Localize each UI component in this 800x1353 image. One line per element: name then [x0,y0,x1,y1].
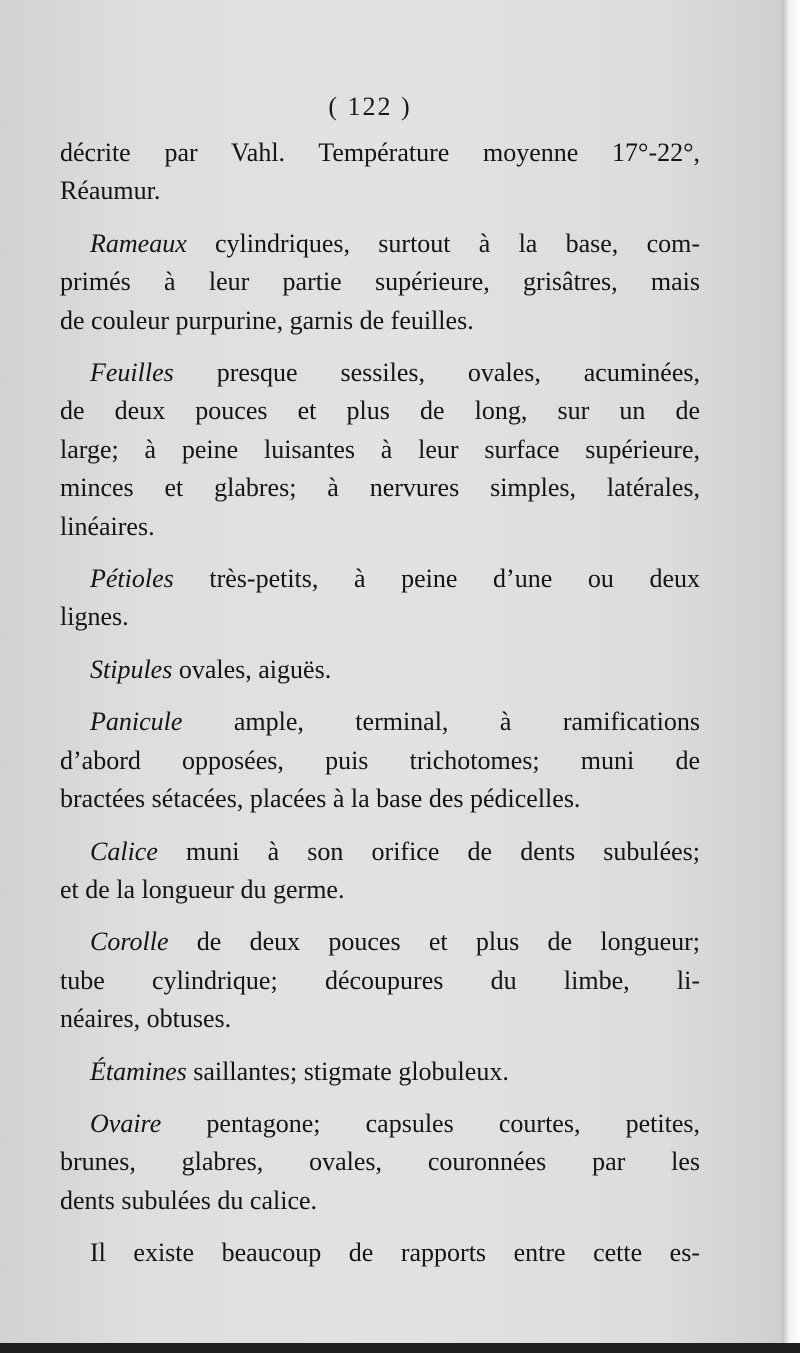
text-line: Réaumur. [60,176,161,206]
text-line: primés à leur partie supérieure, grisâtres, mais [60,267,700,297]
text-line: Corolle de deux pouces et plus de longueur; [90,927,700,957]
paragraph-description [60,134,700,211]
text-line: bractées sétacées, placées à la base des pédicelles. [60,784,581,814]
paragraph-feuilles [60,354,700,546]
text-line: Stipules ovales, aiguës. [90,654,332,684]
text-line: décrite par Vahl. Température moyenne 17°-22°, [60,138,700,167]
paragraph-panicule [60,703,700,818]
page-edge-right [782,0,800,1353]
text-line: brunes, glabres, ovales, couronnées par les [60,1147,700,1177]
text-line: lignes. [60,602,129,632]
term-etamines: Étamines [90,1056,187,1086]
paragraph-rameaux [60,225,700,340]
text-line: Pétioles très-petits, à peine d’une ou deux [90,564,700,594]
page-edge-bottom [0,1343,800,1353]
paragraph-corolle [60,923,700,1038]
text-line: et de la longueur du germe. [60,874,345,904]
paragraph-calice [60,833,700,910]
term-stipules: Stipules [90,654,173,684]
text-line: Rameaux cylindriques, surtout à la base, com- [90,228,700,258]
text-line: d’abord opposées, puis trichotomes; muni de [60,745,700,775]
text-line: dents subulées du calice. [60,1185,318,1215]
text-line: de couleur purpurine, garnis de feuilles. [60,305,474,335]
paragraph-ovaire [60,1105,700,1220]
text-line: large; à peine luisantes à leur surface supérieure, [60,434,700,464]
text-line: minces et glabres; à nervures simples, latérales, [60,473,700,503]
page-number: ( 122 ) [328,92,412,121]
paragraph-petioles [60,560,700,637]
text-line: Étamines saillantes; stigmate globuleux. [90,1056,509,1086]
text-line: Feuilles presque sessiles, ovales, acuminées, [90,358,700,388]
term-feuilles: Feuilles [90,358,174,388]
text-line: Il existe beaucoup de rapports entre cette es- [90,1238,700,1268]
paragraph-etamines [60,1053,700,1091]
text-line: Ovaire pentagone; capsules courtes, petites, [90,1108,700,1138]
text-line: Panicule ample, terminal, à ramifications [90,707,700,737]
paragraph-conclusion [60,1234,700,1272]
term-calice: Calice [90,836,158,866]
text-line: Calice muni à son orifice de dents subulées; [90,836,700,866]
paragraph-stipules [60,651,700,689]
text-line: de deux pouces et plus de long, sur un de [60,396,700,426]
term-petioles: Pétioles [90,564,174,594]
term-panicule: Panicule [90,707,183,737]
term-corolle: Corolle [90,927,169,957]
text-line: néaires, obtuses. [60,1004,232,1034]
term-ovaire: Ovaire [90,1108,162,1138]
body-text [60,134,700,1287]
text-line: linéaires. [60,511,155,541]
term-rameaux: Rameaux [90,228,187,258]
text-line: tube cylindrique; découpures du limbe, li- [60,965,700,995]
